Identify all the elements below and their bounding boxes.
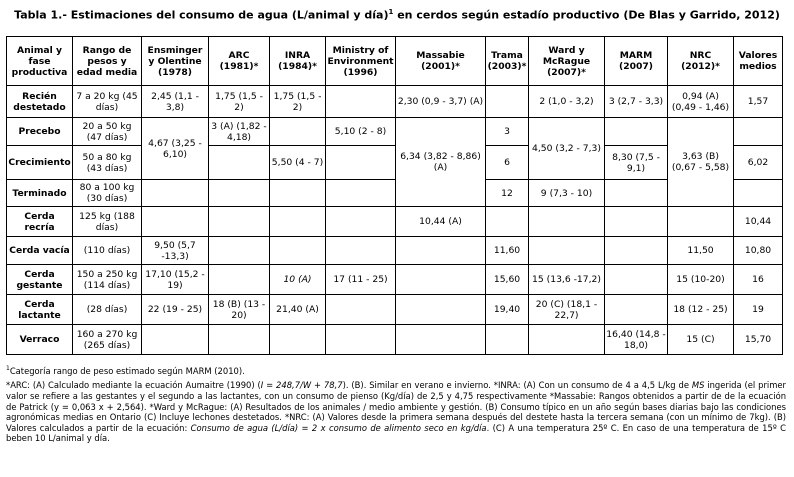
cell-inra [270, 180, 326, 207]
col-header-ward: Ward y McRague (2007)* [529, 37, 605, 86]
cell-ministry [326, 207, 396, 237]
table-row [7, 180, 783, 207]
title-footnote-mark: 1 [388, 8, 394, 16]
cell-inra [270, 118, 326, 146]
col-header-arc: ARC (1981)* [209, 37, 270, 86]
col-header-inra: INRA (1984)* [270, 37, 326, 86]
row-label: Crecimiento [7, 146, 73, 180]
cell-ministry: 17 (11 - 25) [326, 265, 396, 295]
cell-ensminger [142, 207, 209, 237]
row-label: Verraco [7, 325, 73, 355]
cell-ensminger [142, 180, 209, 207]
cell-arc [209, 180, 270, 207]
cell-marm [605, 265, 668, 295]
cell-rango: 150 a 250 kg (114 días) [73, 265, 142, 295]
cell-marm [605, 295, 668, 325]
cell-ward: 9 (7,3 - 10) [529, 180, 605, 207]
cell-rango: 160 a 270 kg (265 días) [73, 325, 142, 355]
cell-rango: 20 a 50 kg (47 días) [73, 118, 142, 146]
table-row [7, 295, 783, 325]
cell-arc: 18 (B) (13 - 20) [209, 295, 270, 325]
cell-medios [734, 180, 783, 207]
cell-ministry [326, 146, 396, 180]
title-suffix: en cerdos según estadío productivo (De Blas y Garrido, 2012) [393, 8, 780, 22]
cell-ward [529, 207, 605, 237]
table-row [7, 86, 783, 118]
ms-abbrev: MS [691, 380, 705, 391]
cell-medios: 16 [734, 265, 783, 295]
cell-marm [605, 180, 668, 207]
cell-trama: 15,60 [486, 265, 529, 295]
table-title [0, 8, 794, 22]
col-header-trama: Trama (2003)* [486, 37, 529, 86]
row-label: Cerda recría [7, 207, 73, 237]
cell-arc: 1,75 (1,5 - 2) [209, 86, 270, 118]
cell-massabie [396, 237, 486, 265]
cell-marm [605, 237, 668, 265]
cell-marm [605, 207, 668, 237]
cell-ministry [326, 295, 396, 325]
table-row [7, 207, 783, 237]
table-row [7, 265, 783, 295]
cell-inra [270, 325, 326, 355]
cell-rango: 50 a 80 kg (43 días) [73, 146, 142, 180]
col-header-animal: Animal y fase productiva [7, 37, 73, 86]
cell-ward: 20 (C) (18,1 - 22,7) [529, 295, 605, 325]
cell-ensminger: 2,45 (1,1 - 3,8) [142, 86, 209, 118]
cell-nrc: 15 (10-20) [668, 265, 734, 295]
header-row [7, 37, 783, 86]
cell-ward [529, 237, 605, 265]
cell-medios: 10,44 [734, 207, 783, 237]
cell-inra: 1,75 (1,5 - 2) [270, 86, 326, 118]
cell-medios: 1,57 [734, 86, 783, 118]
cell-trama: 6 [486, 146, 529, 180]
cell-ministry [326, 237, 396, 265]
cell-rango: (110 días) [73, 237, 142, 265]
cell-rango: 7 a 20 kg (45 días) [73, 86, 142, 118]
cell-massabie-merged: 6,34 (3,82 - 8,86) (A) [396, 118, 486, 207]
footnotes [6, 364, 786, 448]
col-header-massabie: Massabie (2001)* [396, 37, 486, 86]
cell-ensminger: 17,10 (15,2 - 19) [142, 265, 209, 295]
cell-trama [486, 86, 529, 118]
footnote-1 [6, 364, 786, 376]
col-header-medios: Valores medios [734, 37, 783, 86]
cell-trama: 3 [486, 118, 529, 146]
footnote-2-part-c: ingerida (el primer valor se refiere a las gestantes y el segundo a las lactantes, con un consumo de pienso (Kg/día) de 2,5 y 4,75 respectivamente *Massabie: Rangos obtenidos a partir de de la ecuación de Patrick (y = 0,063 x + 2,564). *Ward y McRague: (A) Resultados de los animales / medio ambiente y gestión. (B) Consumo típico en un año según bases diarias bajo las condiciones agronómicas medias en Ontario (C) Incluye lechones destetados. *NRC: (A) Valores desde la primera semana después del destete hasta la tercera semana (con un mínimo de 7kg). (B) Valores calculados a partir de la ecuación: [6, 380, 786, 433]
cell-nrc: 15 (C) [668, 325, 734, 355]
cell-nrc [668, 207, 734, 237]
cell-massabie [396, 325, 486, 355]
cell-ward [529, 325, 605, 355]
water-consumption-table [6, 36, 783, 355]
footnote-2-part-d: . (C) A una temperatura 25º C. En caso de una temperatura de 15º C beben 10 L/animal y día. [6, 422, 786, 444]
table-row [7, 146, 783, 180]
row-label: Cerda vacía [7, 237, 73, 265]
cell-arc [209, 146, 270, 180]
cell-medios: 19 [734, 295, 783, 325]
cell-ward: 2 (1,0 - 3,2) [529, 86, 605, 118]
cell-medios: 10,80 [734, 237, 783, 265]
cell-trama: 12 [486, 180, 529, 207]
cell-inra: 10 (A) [270, 265, 326, 295]
row-label: Terminado [7, 180, 73, 207]
row-label: Cerda gestante [7, 265, 73, 295]
cell-trama: 11,60 [486, 237, 529, 265]
cell-inra [270, 207, 326, 237]
cell-trama: 19,40 [486, 295, 529, 325]
cell-trama [486, 207, 529, 237]
cell-arc: 3 (A) (1,82 - 4,18) [209, 118, 270, 146]
cell-rango: 80 a 100 kg (30 días) [73, 180, 142, 207]
cell-massabie: 10,44 (A) [396, 207, 486, 237]
cell-nrc: 0,94 (A) (0,49 - 1,46) [668, 86, 734, 118]
cell-marm: 8,30 (7,5 - 9,1) [605, 146, 668, 180]
cell-arc [209, 237, 270, 265]
footnote-2-part-a: *ARC: (A) Calculado mediante la ecuación Aumaitre (1990) ( [6, 380, 261, 391]
cell-marm: 16,40 (14,8 - 18,0) [605, 325, 668, 355]
footnote-1-text: Categoría rango de peso estimado según MARM (2010). [9, 365, 245, 376]
cell-medios: 6,02 [734, 146, 783, 180]
row-label: Cerda lactante [7, 295, 73, 325]
cell-arc [209, 207, 270, 237]
cell-rango: (28 días) [73, 295, 142, 325]
cell-arc [209, 265, 270, 295]
table-row [7, 325, 783, 355]
cell-medios: 15,70 [734, 325, 783, 355]
title-prefix: Tabla 1.- Estimaciones del consumo de agua (L/animal y día) [14, 8, 389, 22]
water-intake-formula: Consumo de agua (L/día) = 2 x consumo de alimento seco en kg/día [190, 422, 487, 433]
footnote-2 [6, 380, 786, 444]
footnote-1-mark: 1 [6, 365, 10, 372]
cell-inra: 21,40 (A) [270, 295, 326, 325]
cell-nrc: 18 (12 - 25) [668, 295, 734, 325]
col-header-ministry: Ministry of Environment (1996) [326, 37, 396, 86]
table-row [7, 118, 783, 146]
cell-ministry: 5,10 (2 - 8) [326, 118, 396, 146]
cell-inra: 5,50 (4 - 7) [270, 146, 326, 180]
col-header-rango: Rango de pesos y edad media [73, 37, 142, 86]
cell-medios [734, 118, 783, 146]
cell-inra [270, 237, 326, 265]
cell-ensminger: 22 (19 - 25) [142, 295, 209, 325]
cell-trama [486, 325, 529, 355]
cell-ward: 15 (13,6 -17,2) [529, 265, 605, 295]
cell-ministry [326, 180, 396, 207]
row-label: Recién destetado [7, 86, 73, 118]
footnote-2-part-b: ). (B). Similar en verano e invierno. *INRA: (A) Con un consumo de 4 a 4,5 L/kg de [342, 380, 692, 391]
table-row [7, 237, 783, 265]
cell-arc [209, 325, 270, 355]
cell-nrc: 11,50 [668, 237, 734, 265]
cell-rango: 125 kg (188 días) [73, 207, 142, 237]
cell-ensminger-merged: 4,67 (3,25 - 6,10) [142, 118, 209, 180]
col-header-ensminger: Ensminger y Olentine (1978) [142, 37, 209, 86]
cell-ensminger [142, 325, 209, 355]
cell-nrc-merged: 3,63 (B) (0,67 - 5,58) [668, 118, 734, 207]
cell-marm [605, 118, 668, 146]
col-header-marm: MARM (2007) [605, 37, 668, 86]
cell-ward-merged: 4,50 (3,2 - 7,3) [529, 118, 605, 180]
cell-ministry [326, 325, 396, 355]
cell-marm: 3 (2,7 - 3,3) [605, 86, 668, 118]
cell-ministry [326, 86, 396, 118]
aumaitre-formula: I = 248,7/W + 78,7 [260, 380, 343, 391]
row-label: Precebo [7, 118, 73, 146]
cell-massabie [396, 295, 486, 325]
cell-massabie: 2,30 (0,9 - 3,7) (A) [396, 86, 486, 118]
col-header-nrc: NRC (2012)* [668, 37, 734, 86]
cell-ensminger: 9,50 (5,7 -13,3) [142, 237, 209, 265]
cell-massabie [396, 265, 486, 295]
